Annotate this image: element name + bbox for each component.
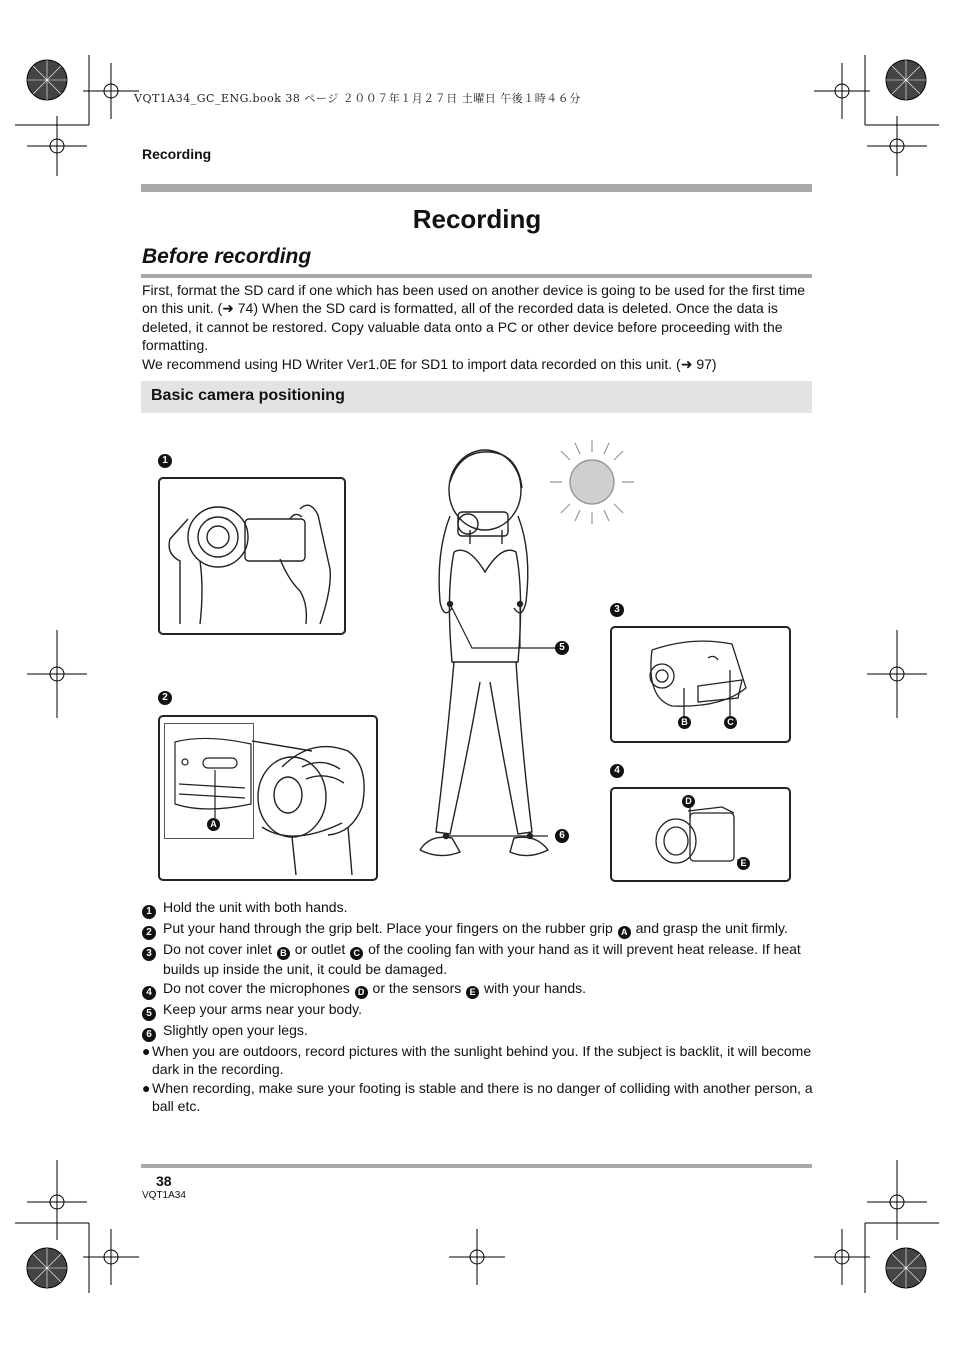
print-slug: VQT1A34_GC_ENG.book 38 ページ ２００７年１月２７日 土曜日 午後１時４６分	[134, 92, 581, 105]
ref-letter: E	[466, 986, 479, 999]
list-item: 1 Hold the unit with both hands.	[142, 898, 814, 919]
panel-hold-camera	[158, 477, 346, 635]
marker-3: 3	[610, 603, 624, 617]
item-marker: 4	[142, 986, 156, 1000]
header-rule	[141, 184, 812, 192]
document-code: VQT1A34	[142, 1190, 186, 1201]
panel-microphones-sensors	[610, 787, 791, 882]
letter-e: E	[737, 857, 750, 870]
letter-d: D	[682, 795, 695, 808]
section-heading: Basic camera positioning	[151, 387, 345, 404]
item-marker: 3	[142, 947, 156, 961]
marker-5: 5	[555, 641, 569, 655]
ref-letter: A	[618, 926, 631, 939]
marker-6: 6	[555, 829, 569, 843]
list-item: 2 Put your hand through the grip belt. Place your fingers on the rubber grip A and grasp the unit firmly.	[142, 919, 814, 940]
bullet-glyph: ●	[142, 1042, 151, 1059]
list-item: 5 Keep your arms near your body.	[142, 1000, 814, 1021]
hand-through-grip-illustration	[252, 717, 374, 877]
intro-paragraph-1: First, format the SD card if one which has been used on another device is going to be used for the first time on this unit. (➜ 74) When the SD card is formatted, all of the recorded data is deleted. Once the data is deleted, it cannot be restored. Copy valuable data onto a PC or other device before proceeding with the formatting.	[142, 282, 806, 354]
bullet-glyph: ●	[142, 1079, 151, 1096]
list-item: 3 Do not cover inlet B or outlet C of the cooling fan with your hand as it will prevent heat release. If heat builds up inside the unit, it could be damaged.	[142, 940, 814, 979]
person-recording-illustration	[410, 432, 640, 880]
item-marker: 2	[142, 926, 156, 940]
item-marker: 1	[142, 905, 156, 919]
subtitle-rule	[141, 274, 812, 278]
item-marker: 5	[142, 1007, 156, 1021]
page-title: Recording	[412, 204, 542, 234]
ref-letter: D	[355, 986, 368, 999]
section-subtitle: Before recording	[142, 245, 312, 268]
camera-front-illustration	[612, 789, 789, 880]
page-number: 38	[156, 1173, 172, 1189]
list-item: 4 Do not cover the microphones D or the sensors E with your hands.	[142, 979, 814, 1000]
panel-grip-belt	[158, 715, 378, 881]
ref-letter: C	[350, 947, 363, 960]
marker-4: 4	[610, 764, 624, 778]
running-header: Recording	[142, 146, 212, 162]
bullet-item: ● When recording, make sure your footing is stable and there is no danger of colliding with another person, a ball etc.	[142, 1079, 813, 1114]
camera-fan-illustration	[612, 628, 789, 741]
grip-detail-inset	[164, 723, 254, 839]
instruction-list	[142, 898, 814, 1116]
section-heading-band	[141, 381, 812, 413]
hands-holding-camera-illustration	[160, 479, 344, 633]
letter-c: C	[724, 716, 737, 729]
marker-2: 2	[158, 691, 172, 705]
panel-cooling-fan	[610, 626, 791, 743]
item-marker: 6	[142, 1028, 156, 1042]
ref-letter: B	[277, 947, 290, 960]
letter-a: A	[207, 818, 220, 831]
letter-b: B	[678, 716, 691, 729]
intro-paragraph-2: We recommend using HD Writer Ver1.0E for SD1 to import data recorded on this unit. (➜ 97)	[142, 355, 717, 372]
footer-rule	[141, 1164, 812, 1168]
intro-text	[142, 281, 814, 373]
list-item: 6 Slightly open your legs.	[142, 1021, 814, 1042]
bullet-item: ● When you are outdoors, record pictures with the sunlight behind you. If the subject is backlit, it will become dark in the recording.	[142, 1042, 812, 1077]
marker-1: 1	[158, 454, 172, 468]
